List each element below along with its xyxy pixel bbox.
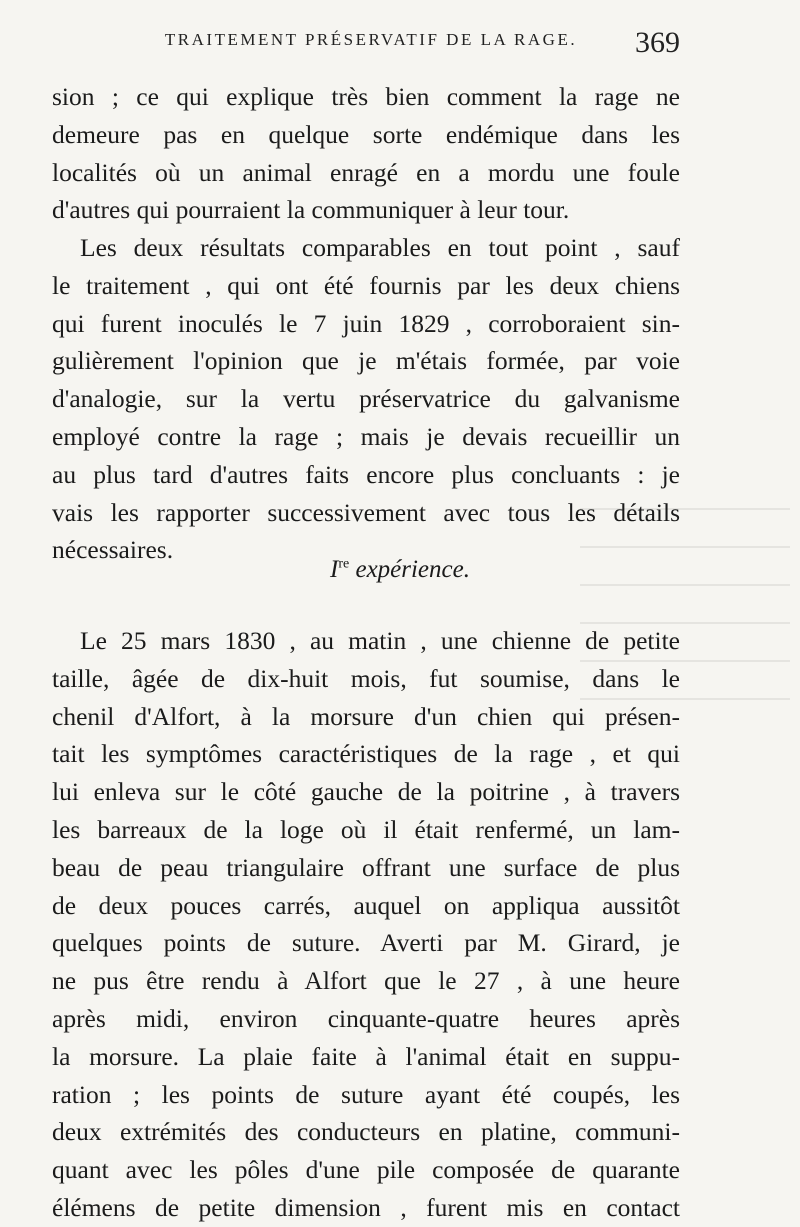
text-line: après midi, environ cinquante-quatre heures après	[52, 1003, 680, 1033]
page-number: 369	[635, 26, 680, 59]
text-line: lui enleva sur le côté gauche de la poitrine , à travers	[52, 777, 680, 807]
section-heading	[0, 556, 800, 584]
text-line: deux extrémités des conducteurs en platine, communi-	[52, 1117, 680, 1147]
text-line: ration ; les points de suture ayant été coupés, les	[52, 1079, 680, 1109]
text-line: vais les rapporter successivement avec tous les détails	[52, 497, 680, 527]
text-line: de deux pouces carrés, auquel on appliqua aussitôt	[52, 890, 680, 920]
paragraph-continuation	[52, 78, 680, 229]
text-line: d'analogie, sur la vertu préservatrice du galvanisme	[52, 384, 680, 414]
text-line: la morsure. La plaie faite à l'animal était en suppu-	[52, 1041, 680, 1071]
text-line: sion ; ce qui explique très bien comment la rage ne	[52, 82, 680, 111]
text-line: qui furent inoculés le 7 juin 1829 , corroboraient sin-	[52, 308, 680, 338]
section-title-text: expérience.	[355, 556, 470, 583]
text-line: au plus tard d'autres faits encore plus concluants : je	[52, 459, 680, 489]
text-line: employé contre la rage ; mais je devais recueillir un	[52, 421, 680, 451]
running-header: TRAITEMENT PRÉSERVATIF DE LA RAGE.	[164, 30, 578, 49]
section-superscript: re	[338, 556, 350, 572]
text-line: chenil d'Alfort, à la morsure d'un chien qui présen-	[52, 701, 680, 731]
text-line: gulièrement l'opinion que je m'étais formée, par voie	[52, 346, 680, 376]
text-line: Le 25 mars 1830 , au matin , une chienne de petite	[80, 626, 680, 655]
text-line: quant avec les pôles d'une pile composée de quarante	[52, 1155, 680, 1185]
text-line: Les deux résultats comparables en tout point , sauf	[80, 233, 680, 262]
paragraph-results	[52, 229, 680, 569]
text-line: le traitement , qui ont été fournis par les deux chiens	[52, 270, 680, 300]
text-line: demeure pas en quelque sorte endémique dans les	[52, 119, 680, 149]
text-line: quelques points de suture. Averti par M. Girard, je	[52, 928, 680, 958]
text-line: beau de peau triangulaire offrant une surface de plus	[52, 852, 680, 882]
paragraph-experiment	[52, 622, 680, 1227]
text-line: ne pus être rendu à Alfort que le 27 , à une heure	[52, 966, 680, 996]
section-number: I	[330, 556, 339, 583]
text-line: d'autres qui pourraient la communiquer à leur tour.	[52, 195, 570, 225]
text-line: tait les symptômes caractéristiques de la rage , et qui	[52, 739, 680, 769]
text-line: taille, âgée de dix-huit mois, fut soumise, dans le	[52, 663, 680, 693]
text-line: localités où un animal enragé en a mordu une foule	[52, 157, 680, 187]
text-line: élémens de petite dimension , furent mis en contact	[52, 1192, 680, 1222]
text-line: nécessaires.	[52, 535, 174, 565]
text-line: les barreaux de la loge où il était renfermé, un lam-	[52, 814, 680, 844]
